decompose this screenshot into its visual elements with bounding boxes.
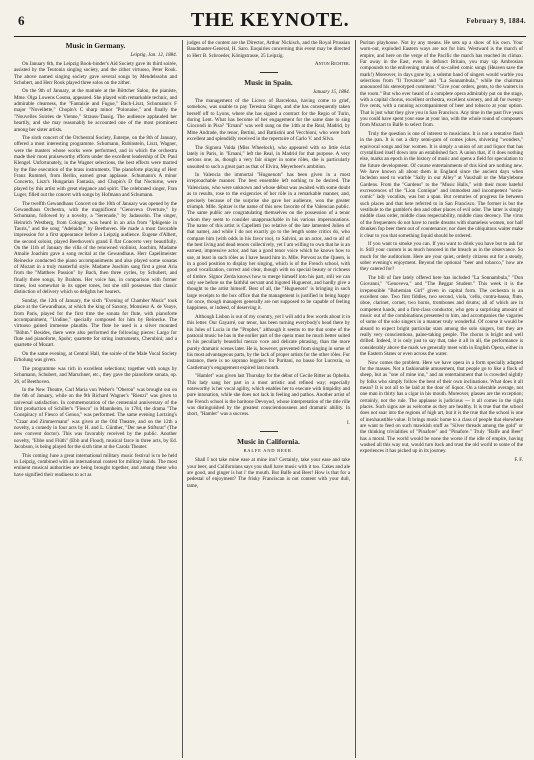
paragraph: On January 6th, the Leipzig Book-binder's Aid Society gave its third soirée, assisted by the Teutonia singing society, and the zither virtuoso, Peter Rook. The above named singing society gave several songs by Mendelssohn and Schubert, and Herr Rook played three solos on the zither. xyxy=(14,60,177,86)
paragraph: Although Lisbon is out of my country, yet I will add a few words about it in this letter. Our Gayarré, our tenor, has been turning everybody's head there by his Jules of Lucia in the "Prophet," although it seems to me that some of the pastoral music he has in the earlier part of the opera must be much better suited to his peculiarly beautiful mezzo voce and delicate phrasing, than the more purely dramatic scenes later. He is, however, prevented from singing in some of his most advantageous parts, by the lack of proper artists for the other rôles. For instance, there is no soprano leggiero for Puritani, no basso for Lucrezia, so Castlemary's engagement expired last month. xyxy=(187,313,350,371)
masthead xyxy=(14,8,526,34)
dateline: Leipzig, Jan. 12, 1884. xyxy=(130,52,177,59)
paragraph: This coming June a great international military music festival is to be held in Leipzig, combined with an international contest for military bands. The most eminent musical authorities are being brought together, and among these who have signified their readiness to act as xyxy=(14,452,177,478)
section-separator xyxy=(187,70,350,76)
signature: Anton Richter. xyxy=(314,61,350,68)
paragraph: Truly the question is one of interest to musicians. It is not a tentative flash in the pan. It is not a dirty semi-gam of comes jokes, shivering "wonders," equivocal songs and bar women. It is simply a union of art and liquor that has crystallized itself down into an established fact. A union that, if it does nothing else, marks an epoch in the history of music and opens a field for speculation to the future development. Of course entertainments of this kind are nothing new. We have known all about them in England since the ancient days when Incledon used to warble "Sally in our Alley" at Vauxhall or the Marylebone Gardens. From the "Gardens" to the "Music Halls," with their more hateful excrescences of the "Lion Comique" and immodest and incompetent "serio-comic" lady vocalists, was but a span. But centuries of progress lie between such places and that here referred to in San Francisco. The former is but the vestibule to the gambler's den and other places of evil odor. The latter is simply middle class order, middle class respectability, middle class decency. The virus of the frequenters do not have to rustle dreams with shameless women, nor half drunken fop beer them out of countenance; nor does the ubiquitous waiter make it clear to you that something liquid should be ordered. xyxy=(360,131,523,239)
paragraph: judges of the contest are the Director, Arthur Nickisch, and the Royal Prussian Bandmaster-General, H. Saro. Enquiries concerning this event may be directed to Herr B. Schroeder, Königstrasse, 25 Leipzig. xyxy=(187,40,350,59)
column-3 xyxy=(360,40,523,758)
article-heading-spain: Music in Spain. xyxy=(244,78,293,88)
paragraph: In the New Theatre, Carl Maria von Weber's "Oberon" was brought out on the 6th of January, while on the 9th Richard Wagner's "Rienzi" was given to universal satisfaction. In commemoration of the centennial anniversary of the first production of Schiller's "Fiesco" in Mannheim, in 1784, the drama "The Conspiracy of Fiesco of Genoa," was performed. The same evening Lortzing's "Czaar and Zimmermann" was given at the Old Theatre, and on the 12th a novelty, a comedy in four acts by H. and L. Günther, "Der neue Stiftsrat" (The new convent doctor). This was favorably received by the public. Another novelty, "Ebbe und Flüth" (Ebb and Flood), musical farce in three acts, by Ed. Jacobson, is being played for the sixth time at the Carola Theater. xyxy=(14,387,177,451)
paragraph: Now comes the problem. Here we have opera in a form specially adapted for the masses. Not a fashionable amusement, that people go to like a flock of sheep, but as "one of mine inn," and an entertainment that is crowded nightly by folks who simply follow the bent of their own inclinations. What does it all mean? It is not all to be laid at the door of liquor. On a tolerable average, not one man in thirty has a cigar in his mouth. Moreover, glasses are the exception; certainly, not the rule. The applause is judicious — it all comes in the right places. Such signs are as welcome as they are healthy. It is true that the school does not soar into the regions of high art, but it is the true that the school is one of inexhaustible value. It brings music home to a class of people that elsewhere are want to feed on such mawkish stuff as "Silver threads among the gold" or the thinking trivialities of "Pinafore" and "Pinafore." Truly "Balfe and Beer" has a moral. The world would be none the worse if the idle of empire, having washed all this way out, would turn back and trust the old world to some of the experiences it has picked up in its journey. xyxy=(360,359,523,455)
paragraph: Shall I not take mine ease at mine inn? Certainly, take your ease and take your beer, and Californians says you shall have music with it too. Cakes and ale are good, and ginger is hot i' the mouth. But Balfe and Beer! How is that for a pedestal of enjoyment? The frisky Franciscan is not content with your dull, tame, xyxy=(187,457,350,489)
paragraph: Puritan playhouse. Not by any means. He sets up a show of his own. Your worn-out, exploded Eastern ways are not for him. Westward is the march of empire, and here on the verge of the Pacific the march has reached its climax. Far away in the East, even in defunct Britain, you may sip Ambrosian compounds to the enlivening strains of so-called comic songs (Heaven save the mark!) Moreover, in days gone by, a solemn band of singers would warble you selections from "Il Trovatore" and "La Sonnambula," while the chairman announced his stereotyped comment: "Give your orders, gents, to the waiters in the room." But who ever heard of a complete opera admirably put on the stage, with a capital chorus, excellent orchestra, excellent scenery, and all for twenty-five cents, with a running accompaniment of beer and tobacco at your option. That is just what they give you in San Francisco. Any time in the past five years you could have spent your ease at your inn, with the whole round of composers from Mozart to Balfe to select from. xyxy=(360,40,523,129)
article-heading-california: Music in California. xyxy=(237,436,300,446)
page-number: 6 xyxy=(18,13,25,28)
paragraph: "Hamlet" was given last Thursday for the début of Cecile Ritter as Ophelia. This lady sang her part in a most artistic and refined way; especially noteworthy is her vocal agility, which enables her to execute with limpidity and pure intonation, while she does not lack in feeling and pathos. Another artist of the French school is the baritone Devoyod, whose interpretation of the title rôle was distinguished by the greatest conscientiousness and dramatic ability. In short, "Hamlet" was a success. xyxy=(187,373,350,418)
column-2 xyxy=(187,40,350,758)
article-columns xyxy=(14,40,526,758)
section-separator xyxy=(187,428,350,434)
signature: F. F. xyxy=(514,456,523,463)
paragraph: The sixth concert of the Orchestral Society, Euterpe, on the 8th of January, offered a most interesting programme. Schumann, Rubinstein, Liszt, Wagner, were the masters whose works were performed, and in which the orchestra made their most praiseworthy efforts under the excellent leadership of Dr. Paul Klengel. Unfortunately, in the Wagner selections, the best effects were marred by the fine execution of the brass instruments. The pianoforte playing of Herr Franz Rummel, from Berlin, earned great applause. Schumann's A minor Concerto, Liszt's Hungarian Fantasia, and Chopin's D flat Nocturne, were played by this artist with great elegance and spirit. The celebrated singer, Fran Luger, filled out the concert with songs by Hofmann and Schumann. xyxy=(14,135,177,199)
signature: I. xyxy=(347,419,350,426)
paragraph: The management of the Liceco of Barcelona, having come to grief, somehow, was unable to pay Teresina Singer, and she has consequently taken herself off to Lyons, where she has signed a contract for the Regio of Turin, during Lent. What has become of her engagement for the same date to sing Giocondi in Pisa? "Ernani" was well sung on the 14th at the Real, Madrid, by Mme Andrade, the tenor, Bertini, and Battistini and Vecchioni, who were both excellent and splendidly received in the repertoire of Carlo V. and Silva. xyxy=(187,97,350,143)
paragraph: Sunday, the 12th of January, the sixth "Evening of Chamber Music" took place at the Gewandhaus, at which the king of Saxony, Monsieur A. de Veaye, from Paris, played for the first time the sonata for flute, with pianoforte accompaniment, "Undine," specially composed for him by Reinecke. The virtuoso gained immense plaudits. The flute he used is a silver mounted "Böhm." Besides, there were also performed the following pieces: Largo for flute and pianoforte, Spohr; quartette for string instruments, Cherubini; and a quartette of Mozart. xyxy=(14,298,177,349)
dateline: January 15, 1884. xyxy=(312,89,350,96)
article-subheading: BALFE AND BEER. xyxy=(243,447,294,453)
column-divider xyxy=(182,40,183,758)
paragraph: On the 9th of January, at the matinée at the Böttcher Salon, the pianiste, Mme. Olga Lowens Cosma, appeared. She played with remarkable technic, and admirable clearness, the "Fantaisie and Fugue," Bach-Liszt, Schumann's F major "Novellette," Chopin's C sharp minor "Polonaise," and finally the "Nouvelles Soirées de Vienne," Strauss-Tausig. The audience applauded her heartily, and she may reasonably be accounted one of the most prominent among her sister artists. xyxy=(14,88,177,133)
article-heading-germany: Music in Germany. xyxy=(65,41,126,50)
paragraph: In Valencia the immortal "Huguenots" has been given in a most irreproachable manner. The best ensemble left nothing to be desired. The Valencians, who were unknown and whose début was awaited with some doubt as to results, rose to the exigencies of her rôle in a remarkable manner, and, precisely because of the surprise she gave her audience, won the greater triumph. Mlle. Spitzer is the name of this new favorite of the Valencian public. The same public are congratulating themselves on the possession of a tenor whom they seem to consider unapproachable in his various impersonations. The name of this artist is Capelletti (no relative of the late lamented Julien of that name), and while I do not exactly go to the length some critics do, who compare him (with odds in his favor too), to Salvini, as an actor, and to all of the best living and dead tenors collectively, yet I am willing to own that he is an earnest, impressive actor, and has a good tenor voice which he knows how to use, at least in such rôles as I have heard him in. Mlle. Prevost as the Queen, is in a good position to display her singing, which is of the French school, with good vocalization, correct and clear, though with no special beauty or richness of timbre. Signor Zerda knows how to merge himself into his part, still we can only see before us the faithful servant and bigoted Huguenot, and hardly give a thought to the artist himself. Best of all, the "Huguenots" is bringing in such large receipts to the box office that the management is justified in being happy for once, though managers generally are not supposed to be capable of feeling happiness, or indeed, of deserving it. xyxy=(187,172,350,312)
paragraph: The bill of fare lately offered here has included "La Sonnambula," "Don Giovanni," "Genoveva," and "The Beggar Student." This week it is the irrepressible "Bohemian Girl" given in capital form. The orchestra is an excellent one. Two first fiddles, two second, viola, 'cello, contra-basso, flute, oboe, clarinet, cornet, two horns, trombones and drums; all of which are in competent hands, and a first-class conductor, who gets a surprising amount of music out of the combinations presented to him, and accompanies the vagaries of some of the solo singers in a manner truly wonderful. Of course it would be absurd to expect bright particular stars among the solo singers, but they are really very conscientious, paine-taking people. The chorus is bright and well drilled. Indeed, it is only just to say that, take it all in all, the performance is considerably above the mark we generally meet with in English Opera, either in the Eastern States or even across the water. xyxy=(360,274,523,358)
masthead-rule xyxy=(14,36,526,37)
paragraph: If you want to smoke you can. If you want to drink you have but to ask for it. Still your custom is as much honored in the breach as in the observance. So much for the auditorium. Here are your quiet, orderly citizens out for a steady, sober evening's enjoyment. Beyond the optional "beer and tobacco," how are they catered for? xyxy=(360,241,523,273)
issue-date: February 9, 1884. xyxy=(466,17,526,25)
column-divider xyxy=(355,40,356,758)
publication-title: THE KEYNOTE. xyxy=(190,9,350,31)
newspaper-page xyxy=(14,8,526,756)
paragraph: The Signora Valda (Miss Wheelock), who appeared with so little éclat lately in Paris, in "Ernani," left the Real, in Madrid for that purpose. A very serious one, as, though a very fair singer in some rôles, she is particularly unsuited to such a great part as that of Elvira, Meyerbeer's ambition. xyxy=(187,144,350,170)
column-1 xyxy=(14,40,177,758)
paragraph: On the same evening, at Central Hall, the soirée of the Male Vocal Society Erholung was given. xyxy=(14,350,177,364)
paragraph: The programme was rich in excellent selections; together with songs by Schumann, Schubert, and Marschner, etc., they gave the pianoforte sonata, op. 26, of Beethoven. xyxy=(14,365,177,385)
paragraph: The twelfth Gewandhaus Concert on the 10th of January was opened by the Gewandhaus Orchestra, with the magnificent "Genoveva Overture," by Schumann, followed by a novelty, a "Serenade," by Jadassohn. The singer, Heinrich Westberg, from Cologne, was heard in an aria from "Iphigenie in Tauris," and the song "Adelaide," by Beethoven. He made a most favorable impression for a first appearance before a Leipzig audience. Eugene d'Albert, the second soloist, played Beethoven's grand E flat Concerto very beautifully. On the 11th of January the villa of the renowned violinist, Joachim, Madame Amalie Joachim gave a song recital at the Gewandhaus. Herr Capellmeister Reinecke conducted the piano accompaniments and also played some sonatas of Mozart in a truly masterful style. Madame Joachim sang first a great Aria from the "Matthew Passion" by Bach, then three cycles, by Schubert, and finally three songs, by Brahms. Her voice has, in comparison with former times, lost somewhat in its upper tones, but she still possesses that classic distinction of delivery which so delights her hearers. xyxy=(14,200,177,296)
